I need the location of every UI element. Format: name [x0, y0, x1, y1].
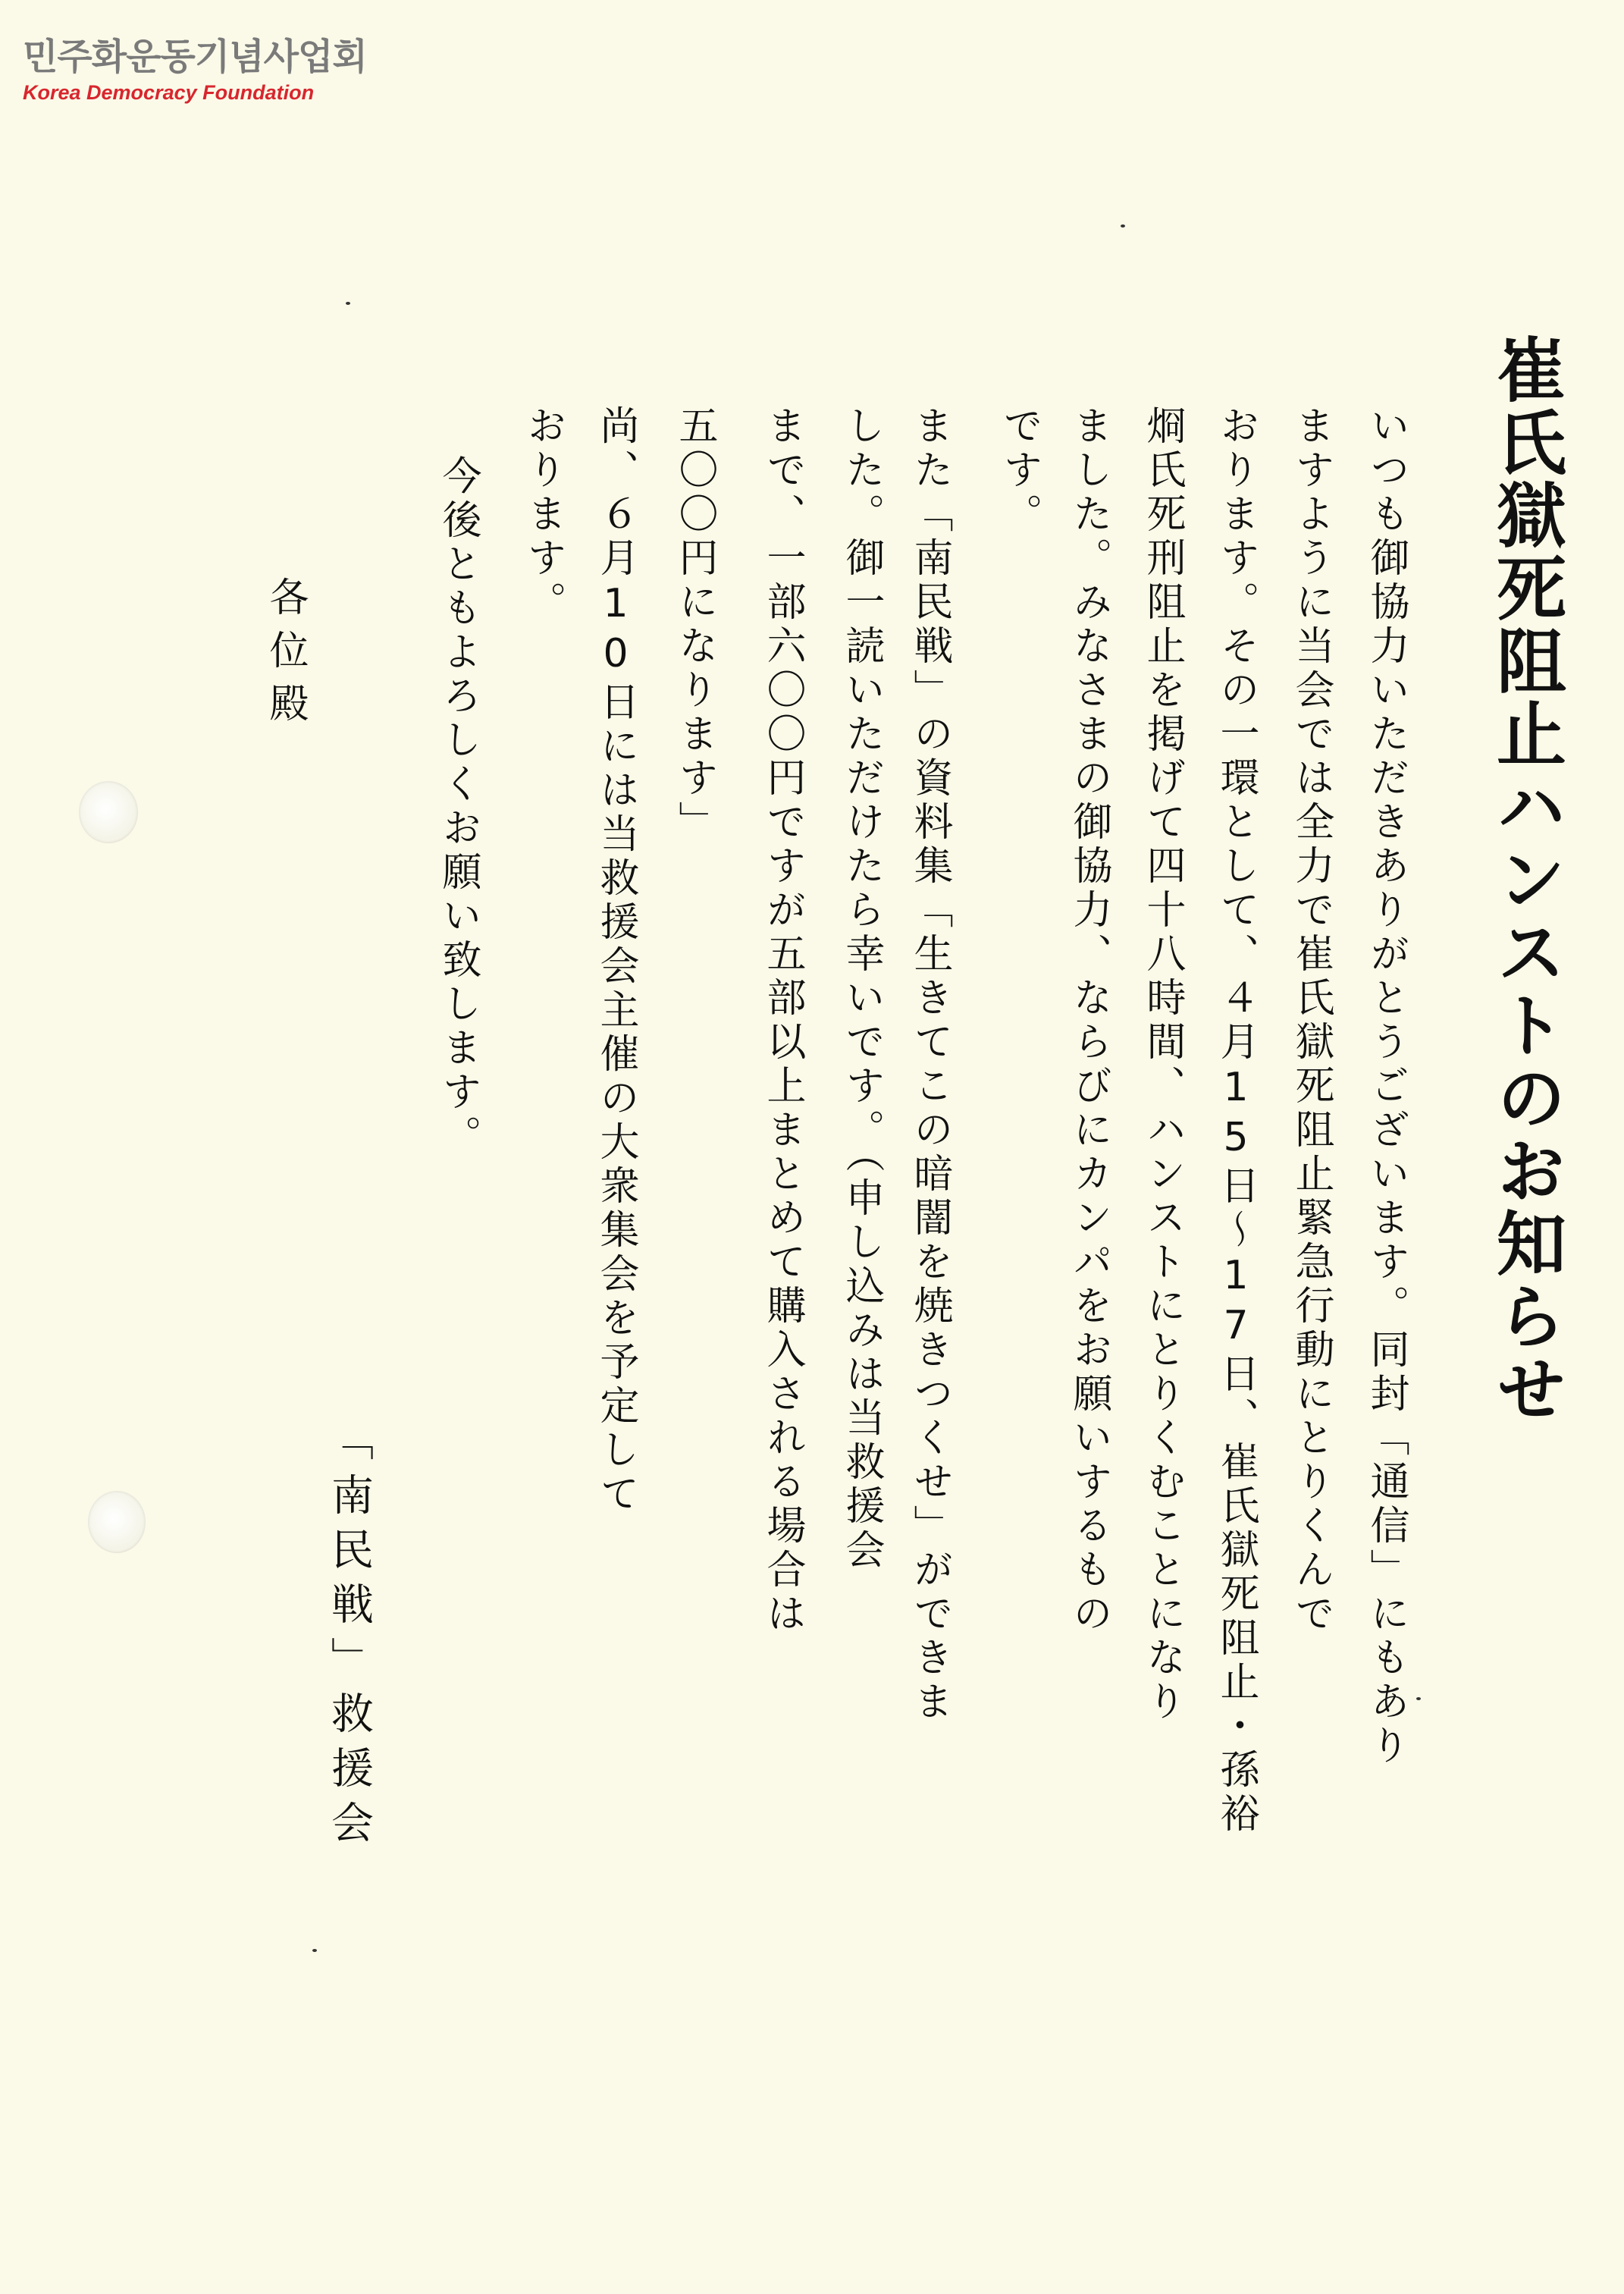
watermark-logo: [23, 27, 367, 105]
body-line-9: まで、一部六〇〇円ですが五部以上まとめて購入される場合は: [760, 405, 805, 1637]
body-line-11: 尚、６月10日には当救援会主催の大衆集会を予定して: [593, 405, 638, 1517]
signature: 「南民戦」救援会: [324, 1418, 374, 1855]
addressee: 各位殿: [262, 576, 308, 736]
body-line-2: ますように当会では全力で崔氏獄死阻止緊急行動にとりくんで: [1288, 405, 1334, 1637]
punch-hole-top: [79, 781, 138, 843]
body-line-13: 今後ともよろしくお願い致します。: [435, 455, 481, 1159]
body-line-4: 烱氏死刑阻止を掲げて四十八時間、ハンストにとりくむことになり: [1140, 405, 1185, 1724]
punch-hole-bottom: [88, 1491, 146, 1553]
paper-speck: [312, 1949, 317, 1952]
body-line-6: です。: [996, 405, 1042, 537]
watermark-english: Korea Democracy Foundation: [23, 81, 315, 104]
paper-speck: [1416, 1697, 1421, 1700]
body-line-3: おります。その一環として、４月15日～17日、崔氏獄死阻止・孫裕: [1213, 405, 1259, 1837]
body-line-12: おります。: [520, 405, 566, 625]
body-line-5: ました。みなさまの御協力、ならびにカンパをお願いするもの: [1066, 405, 1111, 1637]
watermark-korean: 민주화운동기념사업회: [23, 36, 367, 78]
paper-speck: [1121, 224, 1125, 228]
body-line-1: いつも御協力いただきありがとうございます。同封「通信」にもあり: [1363, 405, 1409, 1768]
document-title: 崔氏獄死阻止ハンストのお知らせ: [1485, 334, 1566, 1426]
body-line-7: また「南民戦」の資料集「生きてこの暗闇を焼きつくせ」ができま: [907, 405, 952, 1724]
paper-speck: [346, 302, 350, 305]
body-line-8: した。御一読いただけたら幸いです。（申し込みは当救援会: [839, 405, 884, 1573]
body-line-10: 五〇〇円になります」: [672, 405, 717, 845]
